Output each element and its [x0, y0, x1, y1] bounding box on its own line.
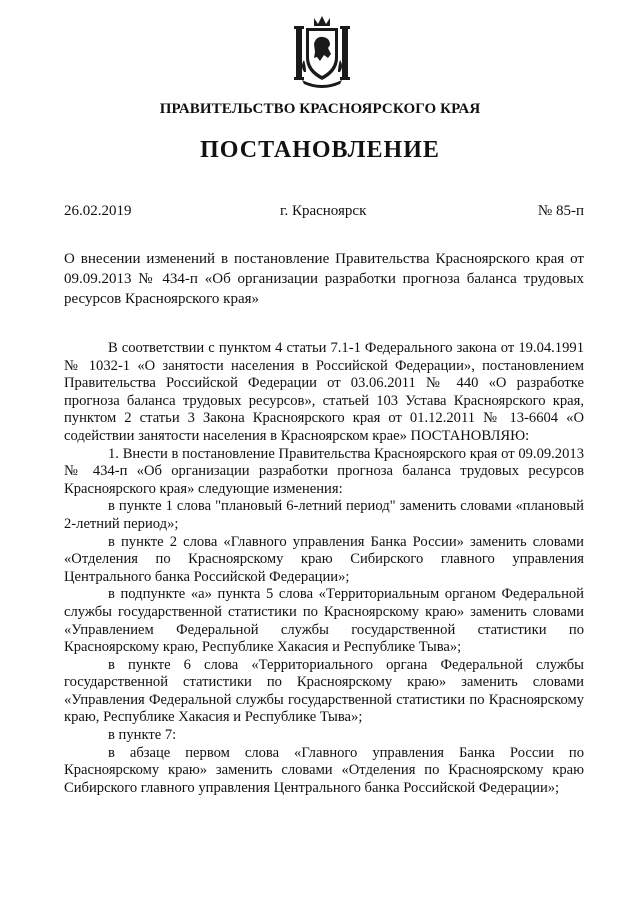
krasnoyarsk-coat-of-arms-icon	[290, 14, 354, 90]
body-paragraph: в пункте 1 слова "плановый 6-летний период" заменить словами «плановый 2-летний период»;	[64, 498, 584, 532]
body-paragraph: в пункте 2 слова «Главного управления Банка России» заменить словами «Отделения по Красноярскому краю Сибирского главного управления Центрального банка Российской Федерации»;	[64, 533, 584, 585]
document-body	[64, 340, 584, 797]
body-paragraph: В соответствии с пунктом 4 статьи 7.1-1 Федерального закона от 19.04.1991 № 1032-1 «О занятости населения в Российской Федерации», постановлением Правительства Российской Федерации от 03.06.2011 № 440 «О разработке прогноза баланса трудовых ресурсов», статьей 103 Устава Красноярского края, пунктом 2 статьи 3 Закона Красноярского края от 01.12.2011 № 13-6604 «О содействии занятости населения в Красноярском крае» ПОСТАНОВЛЯЮ:	[64, 340, 584, 444]
document-date: 26.02.2019	[64, 203, 132, 219]
document-subject: О внесении изменений в постановление Правительства Красноярского края от 09.09.2013 № 434-п «Об организации разработки прогноза баланса трудовых ресурсов Красноярского края»	[64, 251, 584, 307]
body-paragraph: в абзаце первом слова «Главного управления Банка России по Красноярскому краю» заменить словами «Отделения по Красноярскому краю Сибирского главного управления Центрального банка Российской Федерации»;	[64, 744, 584, 796]
document-type-heading: ПОСТАНОВЛЕНИЕ	[200, 137, 440, 163]
government-title: ПРАВИТЕЛЬСТВО КРАСНОЯРСКОГО КРАЯ	[159, 101, 481, 117]
body-paragraph: 1. Внести в постановление Правительства Красноярского края от 09.09.2013 № 434-п «Об организации разработки прогноза баланса трудовых ресурсов Красноярского края» следующие изменения:	[64, 445, 584, 497]
document-number: № 85-п	[537, 203, 584, 219]
body-paragraph: в подпункте «а» пункта 5 слова «Территориальным органом Федеральной службы государственной статистики по Красноярскому краю» заменить словами «Управлением Федеральной службы государственной статистики по Красноярскому краю, Республике Хакасия и Республике Тыва»;	[64, 586, 584, 656]
body-paragraph: в пункте 6 слова «Территориального органа Федеральной службы государственной статистики по Красноярскому краю» заменить словами «Управления Федеральной службы государственной статистики по Красноярскому краю, Республике Хакасия и Республике Тыва»;	[64, 656, 584, 726]
body-paragraph: в пункте 7:	[108, 727, 177, 744]
document-meta-row	[64, 203, 584, 221]
document-city: г. Красноярск	[280, 203, 367, 219]
